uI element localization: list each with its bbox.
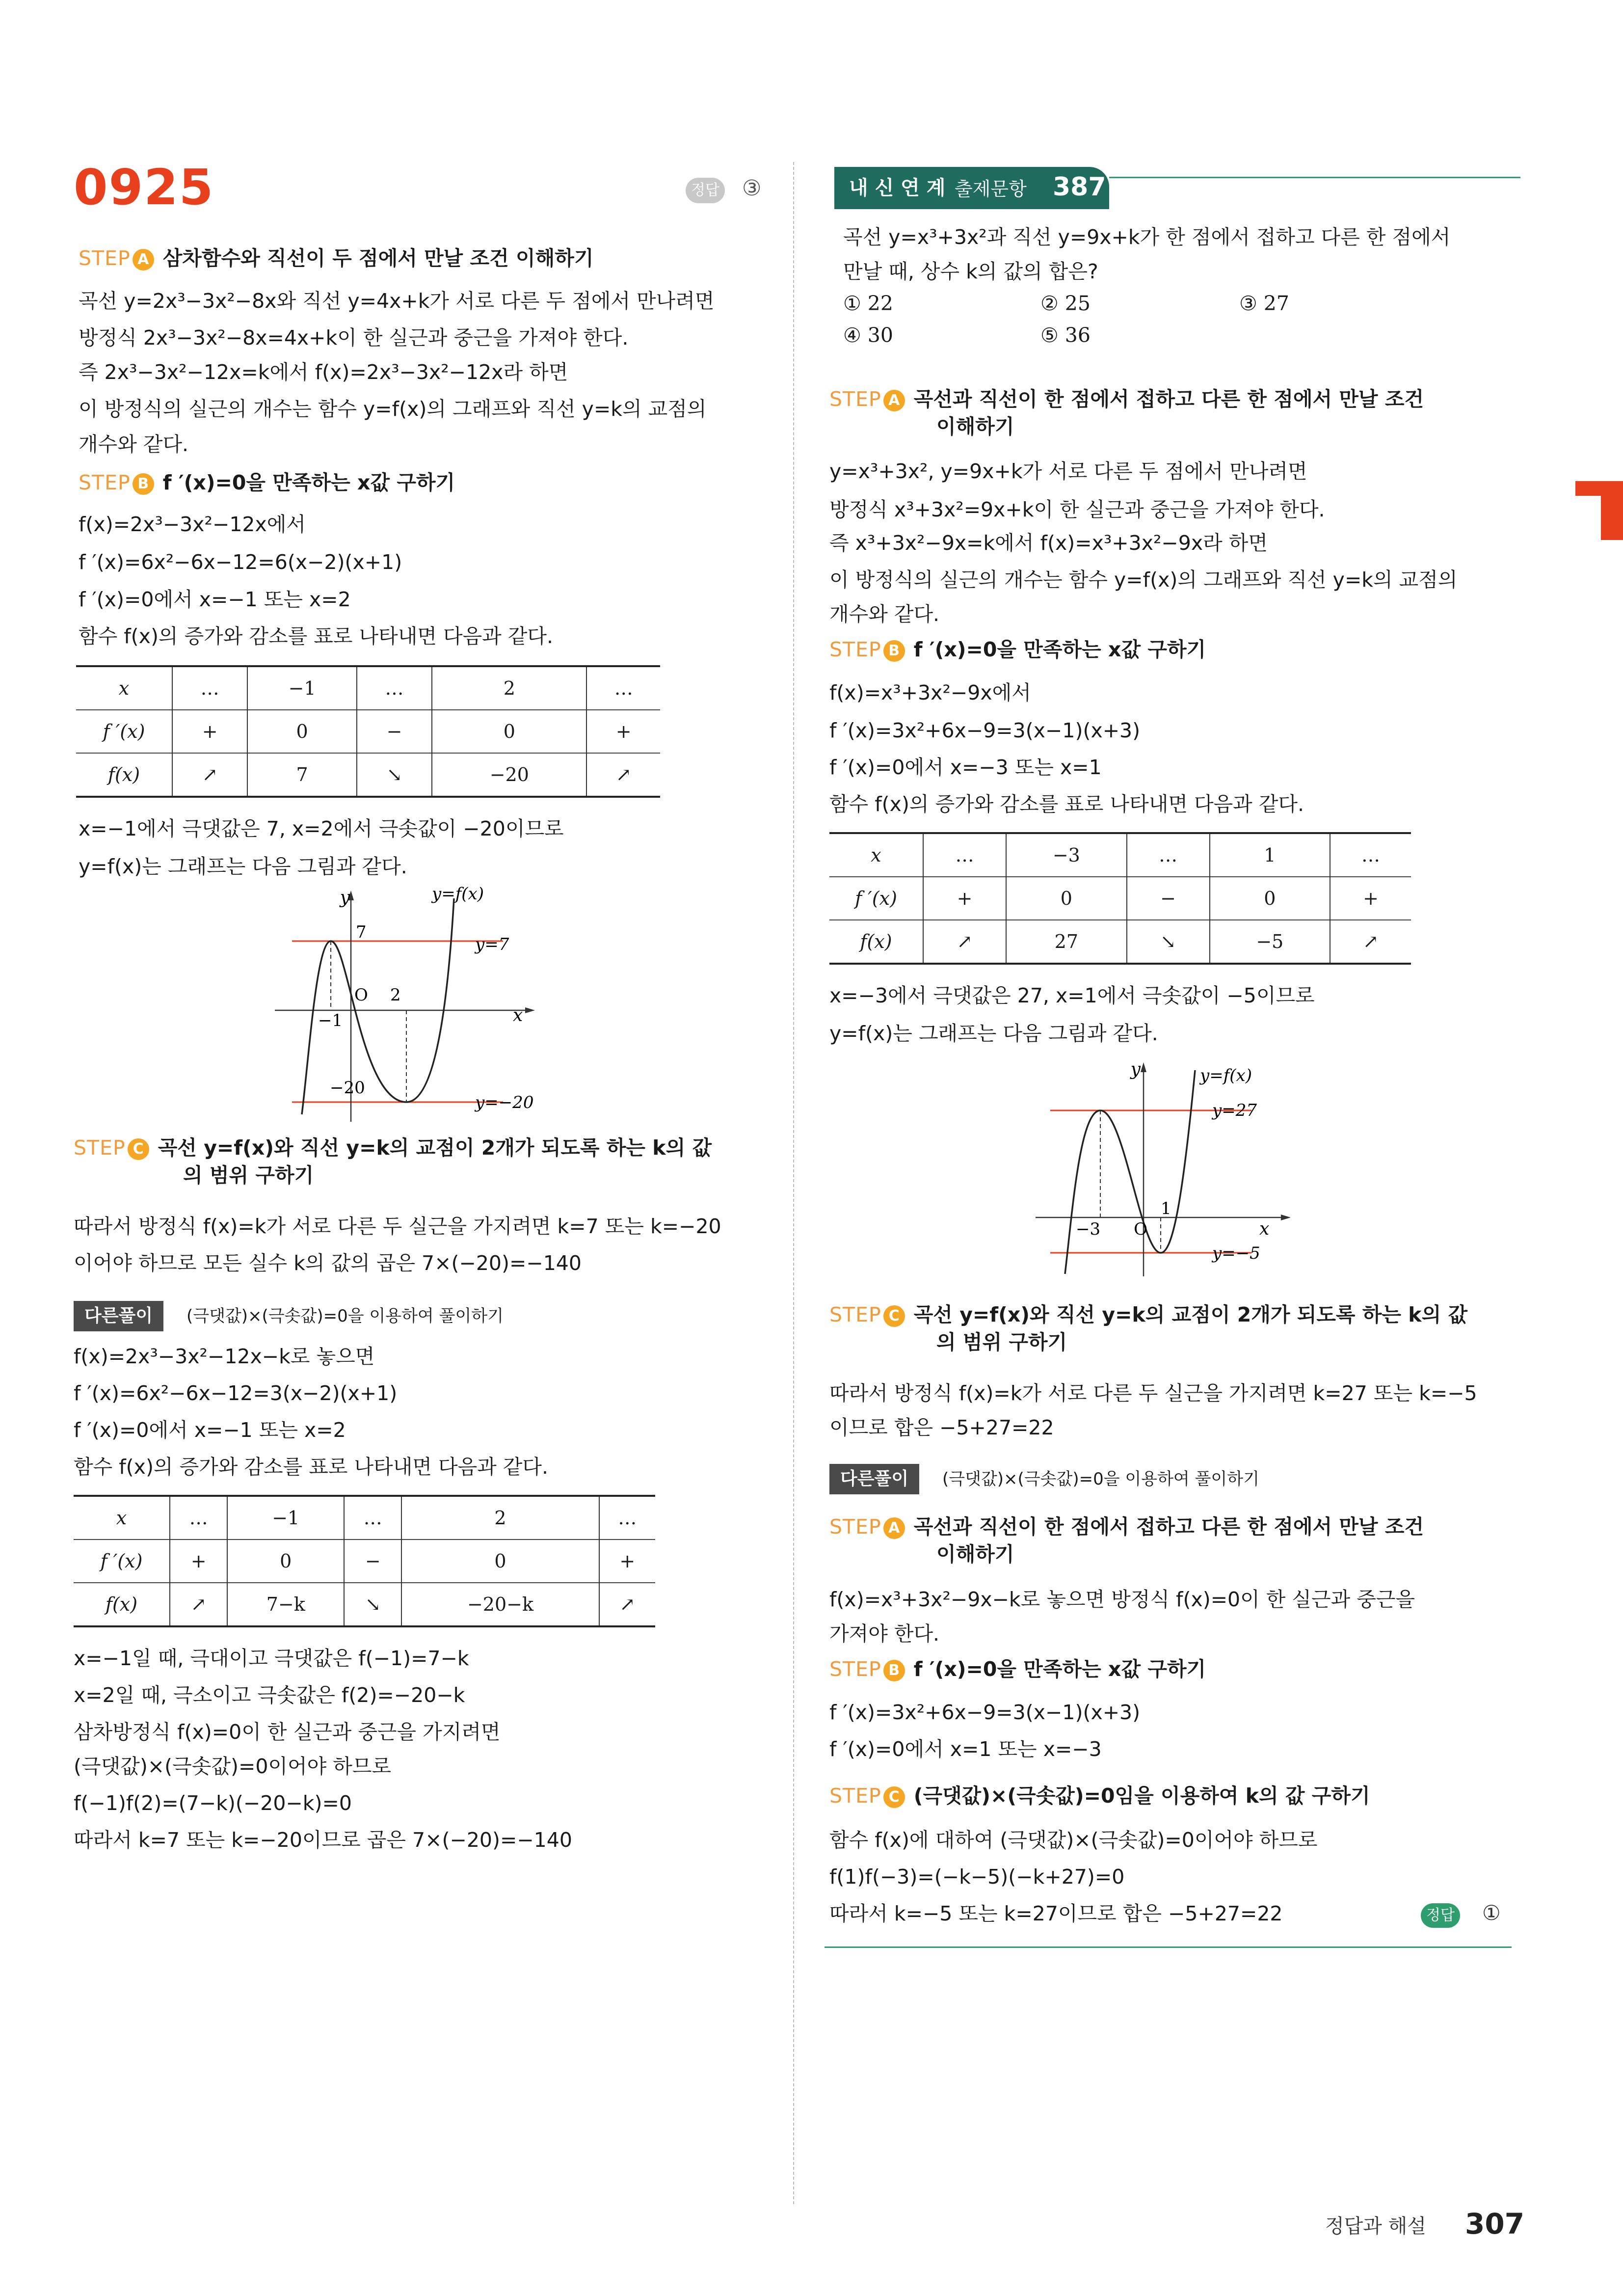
right-a2: 방정식 x³+3x²=9x+k이 한 실근과 중근을 가져야 한다. [829,498,1325,521]
left-a4: 이 방정식의 실근의 개수는 함수 y=f(x)의 그래프와 직선 y=k의 교점의 [79,397,707,421]
right-graph-line-bot: y=−5 [1212,1243,1260,1263]
left-graph [270,879,574,1124]
right-c2: 이므로 합은 −5+27=22 [829,1416,1054,1439]
right-header-number: 387 [1053,172,1106,202]
left-o2: f ′(x)=6x²−6x−12=3(x−2)(x+1) [74,1381,398,1405]
left-c1: 따라서 방정식 f(x)=k가 서로 다른 두 실근을 가지려면 k=7 또는 k=−20 [74,1215,721,1238]
right-header-label: 출제문항 [955,178,1027,200]
answer-value: ③ [742,176,762,201]
right-choice-1[interactable]: ① 22 [843,292,893,315]
left-step-a: STEP A 삼차함수와 직선이 두 점에서 만날 조건 이해하기 [79,246,594,270]
right-d1: f(x)=x³+3x²−9x−k로 놓으면 방정식 f(x)=0이 한 실근과 중근을 [829,1588,1415,1611]
right-c-pre1: x=−3에서 극댓값은 27, x=1에서 극솟값이 −5이므로 [829,984,1315,1007]
left-graph-curve-label: y=f(x) [432,884,484,904]
right-b4: 함수 f(x)의 증가와 감소를 표로 나타내면 다음과 같다. [829,792,1304,816]
right-answer-value: ① [1482,1901,1501,1925]
right-header-rule [1109,177,1520,178]
left-o1: f(x)=2x³−3x²−12x−k로 놓으면 [74,1345,375,1368]
answer-badge: 정답 [686,178,725,203]
right-table-1: x … −3 … 1 … f ′(x) + 0 − 0 + f(x) ↗ 27 ↘ −5 ↗ [829,832,1411,965]
right-answer-badge: 정답 [1421,1903,1460,1928]
right-step-a2: STEP A 곡선과 직선이 한 점에서 접하고 다른 한 점에서 만날 조건 이해하기 [829,1515,1424,1566]
right-b3: f ′(x)=0에서 x=−3 또는 x=1 [829,756,1102,779]
left-p2: x=2일 때, 극소이고 극솟값은 f(2)=−20−k [74,1683,465,1707]
right-d2: 가져야 한다. [829,1622,940,1646]
left-graph-line-top: y=7 [475,935,509,954]
right-step-b2: STEP B f ′(x)=0을 만족하는 x값 구하기 [829,1657,1206,1681]
right-graph-x-axis: x [1259,1219,1270,1239]
left-p3: 삼차방정식 f(x)=0이 한 실근과 중근을 가지려면 [74,1720,501,1744]
right-bottom-rule [825,1946,1512,1948]
left-b3: f ′(x)=0에서 x=−1 또는 x=2 [79,588,351,611]
right-e1: f ′(x)=3x²+6x−9=3(x−1)(x+3) [829,1701,1141,1724]
left-b2: f ′(x)=6x²−6x−12=6(x−2)(x+1) [79,550,402,574]
left-p4: (극댓값)×(극솟값)=0이어야 하므로 [74,1755,392,1778]
right-graph-origin: O [1134,1219,1147,1239]
footer-label: 정답과 해설 [1325,2215,1426,2238]
footer-page-number: 307 [1465,2207,1525,2241]
right-choice-5[interactable]: ⑤ 36 [1040,324,1091,347]
left-c-pre1: x=−1에서 극댓값은 7, x=2에서 극솟값이 −20이므로 [79,817,564,840]
left-table-2: x … −1 … 2 … f ′(x) + 0 − 0 + f(x) ↗ 7−k ↘ −20−k ↗ [74,1495,655,1627]
right-q2: 만날 때, 상수 k의 값의 합은? [843,260,1098,283]
left-c2: 이어야 하므로 모든 실수 k의 값의 곱은 7×(−20)=−140 [74,1251,582,1275]
right-choice-4[interactable]: ④ 30 [843,324,893,347]
right-q1: 곡선 y=x³+3x²과 직선 y=9x+k가 한 점에서 접하고 다른 한 점에서 [843,225,1451,249]
left-graph-tick-m1: −1 [318,1011,343,1030]
left-graph-tick-7: 7 [356,922,367,942]
right-a4: 이 방정식의 실근의 개수는 함수 y=f(x)의 그래프와 직선 y=k의 교점의 [829,568,1458,592]
right-header [834,167,1109,209]
right-g3: 따라서 k=−5 또는 k=27이므로 합은 −5+27=22 [829,1902,1283,1925]
left-b4: 함수 f(x)의 증가와 감소를 표로 나타내면 다음과 같다. [79,624,554,648]
right-other-note: (극댓값)×(극솟값)=0을 이용하여 풀이하기 [942,1469,1259,1489]
left-p5: f(−1)f(2)=(7−k)(−20−k)=0 [74,1791,352,1815]
left-other-note: (극댓값)×(극솟값)=0을 이용하여 풀이하기 [186,1306,504,1326]
problem-number: 0925 [74,159,214,216]
left-step-c: STEP C 곡선 y=f(x)와 직선 y=k의 교점이 2개가 되도록 하는 k의 값 의 범위 구하기 [74,1136,712,1187]
left-other-label: 다른풀이 [74,1301,163,1331]
right-graph-tick-m3: −3 [1076,1219,1101,1239]
right-header-tag: 내 신 연 계 [849,177,946,199]
right-a5: 개수와 같다. [829,602,940,626]
right-a1: y=x³+3x², y=9x+k가 서로 다른 두 점에서 만나려면 [829,459,1307,483]
column-divider [793,162,794,2204]
right-step-b: STEP B f ′(x)=0을 만족하는 x값 구하기 [829,638,1206,661]
right-step-c: STEP C 곡선 y=f(x)와 직선 y=k의 교점이 2개가 되도록 하는 k의 값 의 범위 구하기 [829,1303,1468,1354]
right-graph [1026,1051,1340,1281]
left-graph-origin: O [354,985,368,1005]
right-other-label: 다른풀이 [829,1464,919,1494]
left-c-pre2: y=f(x)는 그래프는 다음 그림과 같다. [79,855,407,878]
left-table-1: x … −1 … 2 … f ′(x) + 0 − 0 + f(x) ↗ 7 ↘ −20 ↗ [76,665,660,798]
left-graph-tick-2: 2 [390,985,401,1005]
left-a3: 즉 2x³−3x²−12x=k에서 f(x)=2x³−3x²−12x라 하면 [79,360,568,384]
side-tab-marker-stem [1601,481,1623,540]
left-a5: 개수와 같다. [79,432,189,456]
right-c-pre2: y=f(x)는 그래프는 다음 그림과 같다. [829,1022,1158,1045]
left-b1: f(x)=2x³−3x²−12x에서 [79,513,306,536]
left-graph-y-axis: y [340,888,350,908]
right-choice-3[interactable]: ③ 27 [1239,292,1289,315]
right-step-a: STEP A 곡선과 직선이 한 점에서 접하고 다른 한 점에서 만날 조건 이해하기 [829,387,1424,438]
left-o4: 함수 f(x)의 증가와 감소를 표로 나타내면 다음과 같다. [74,1455,549,1479]
left-a1: 곡선 y=2x³−3x²−8x와 직선 y=4x+k가 서로 다른 두 점에서 만나려면 [79,289,715,313]
right-b1: f(x)=x³+3x²−9x에서 [829,681,1031,704]
right-c1: 따라서 방정식 f(x)=k가 서로 다른 두 실근을 가지려면 k=27 또는 k=−5 [829,1381,1477,1405]
right-graph-curve-label: y=f(x) [1200,1066,1252,1085]
right-graph-y-axis: y [1130,1059,1141,1080]
right-b2: f ′(x)=3x²+6x−9=3(x−1)(x+3) [829,719,1141,742]
right-e2: f ′(x)=0에서 x=1 또는 x=−3 [829,1737,1102,1761]
left-a2: 방정식 2x³−3x²−8x=4x+k이 한 실근과 중근을 가져야 한다. [79,326,629,350]
right-g2: f(1)f(−3)=(−k−5)(−k+27)=0 [829,1865,1125,1889]
left-p6: 따라서 k=7 또는 k=−20이므로 곱은 7×(−20)=−140 [74,1828,572,1852]
left-graph-x-axis: x [513,1005,523,1026]
left-step-b: STEP B f ′(x)=0을 만족하는 x값 구하기 [79,471,455,494]
right-choice-2[interactable]: ② 25 [1040,292,1091,315]
right-step-c2: STEP C (극댓값)×(극솟값)=0임을 이용하여 k의 값 구하기 [829,1784,1370,1808]
right-graph-tick-1: 1 [1161,1199,1171,1218]
left-o3: f ′(x)=0에서 x=−1 또는 x=2 [74,1418,346,1442]
right-a3: 즉 x³+3x²−9x=k에서 f(x)=x³+3x²−9x라 하면 [829,531,1268,555]
right-g1: 함수 f(x)에 대하여 (극댓값)×(극솟값)=0이어야 하므로 [829,1828,1318,1852]
left-p1: x=−1일 때, 극대이고 극댓값은 f(−1)=7−k [74,1647,469,1670]
left-graph-tick-m20: −20 [330,1078,365,1098]
left-graph-line-bot: y=−20 [475,1093,534,1112]
right-graph-line-top: y=27 [1212,1101,1257,1120]
